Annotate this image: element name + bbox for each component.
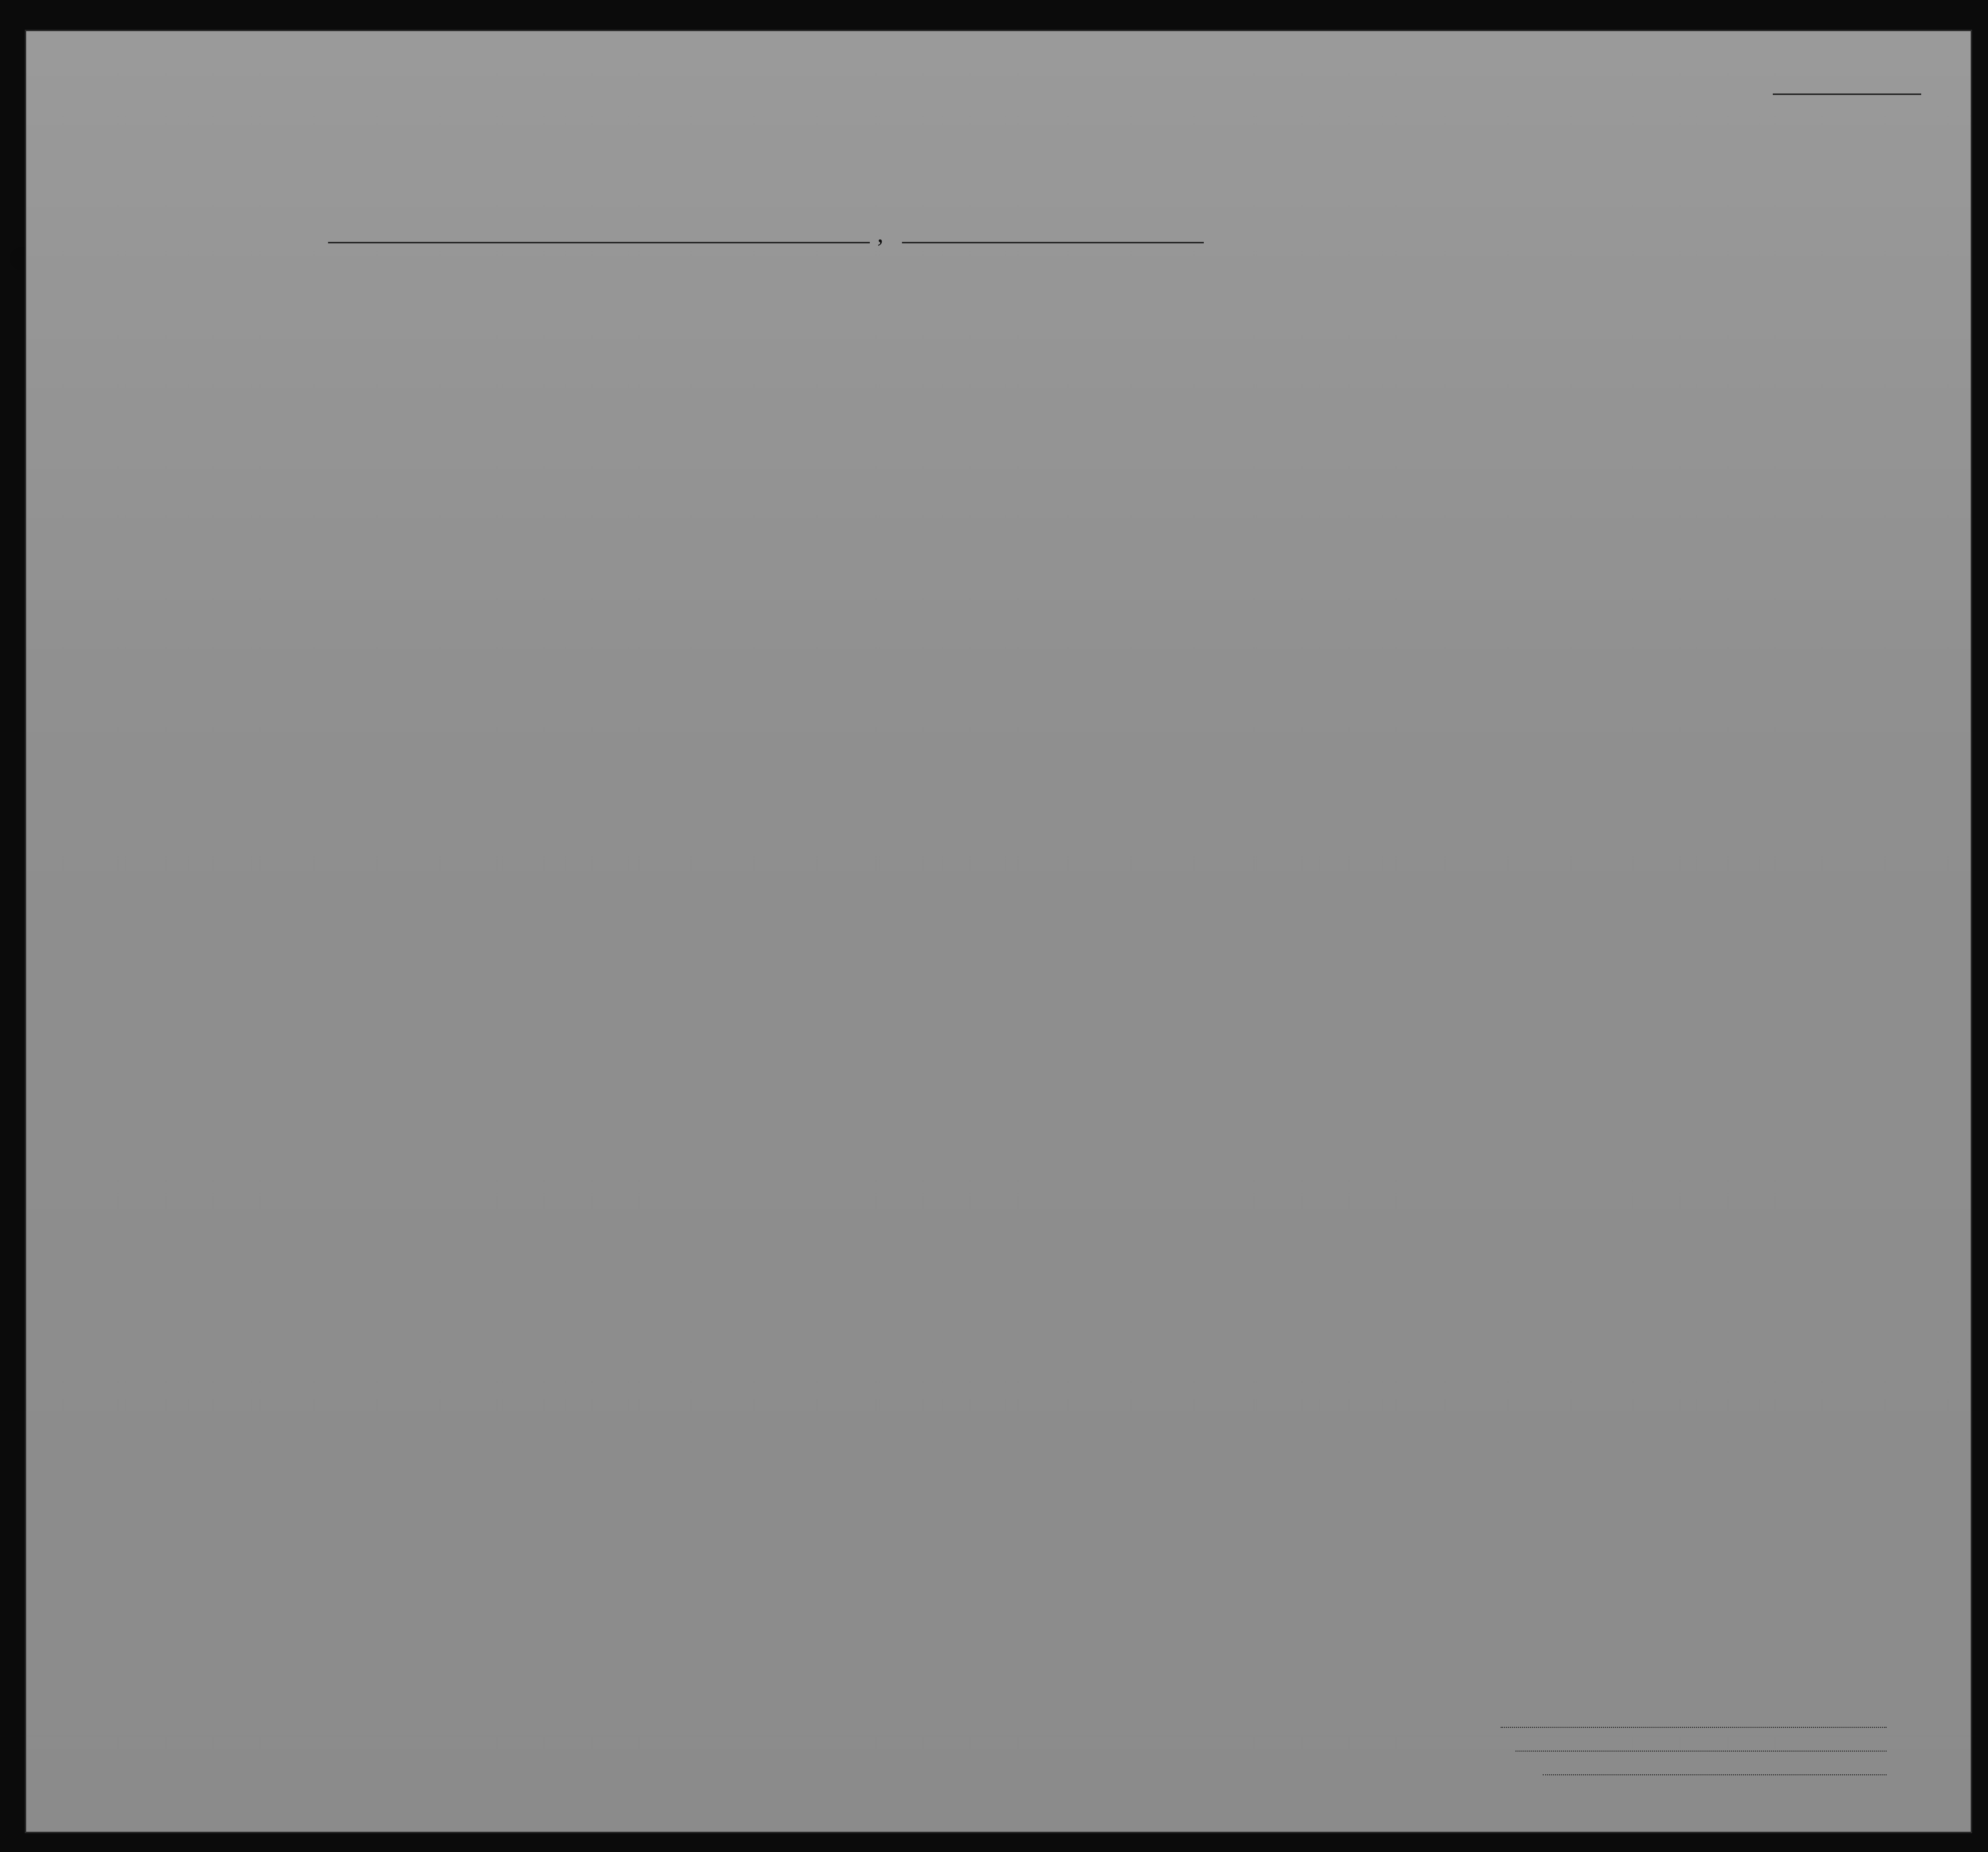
agents-field: [1543, 1774, 1887, 1775]
col34-feet: [1634, 395, 1654, 459]
col28-header: [1367, 316, 1421, 469]
manifest-sheet: [25, 30, 1972, 1833]
col24c-header: [1243, 335, 1263, 469]
comma: ,: [877, 220, 884, 247]
col34-inches: [1661, 395, 1681, 459]
col24a-header: [1162, 335, 1182, 469]
owners-field: [1515, 1751, 1887, 1752]
col25-header: [1280, 316, 1308, 469]
col21-header: [694, 308, 719, 432]
col29-header: [1424, 316, 1464, 469]
manifest-grid: [26, 31, 1971, 1832]
col19-header: [566, 308, 590, 432]
col27-header: [1340, 316, 1357, 469]
col26-header: [1315, 316, 1332, 469]
col24b-header: [1201, 335, 1221, 469]
line-field: [1501, 1727, 1887, 1728]
col31-header: [1486, 316, 1506, 469]
col30-header: [1464, 316, 1483, 469]
